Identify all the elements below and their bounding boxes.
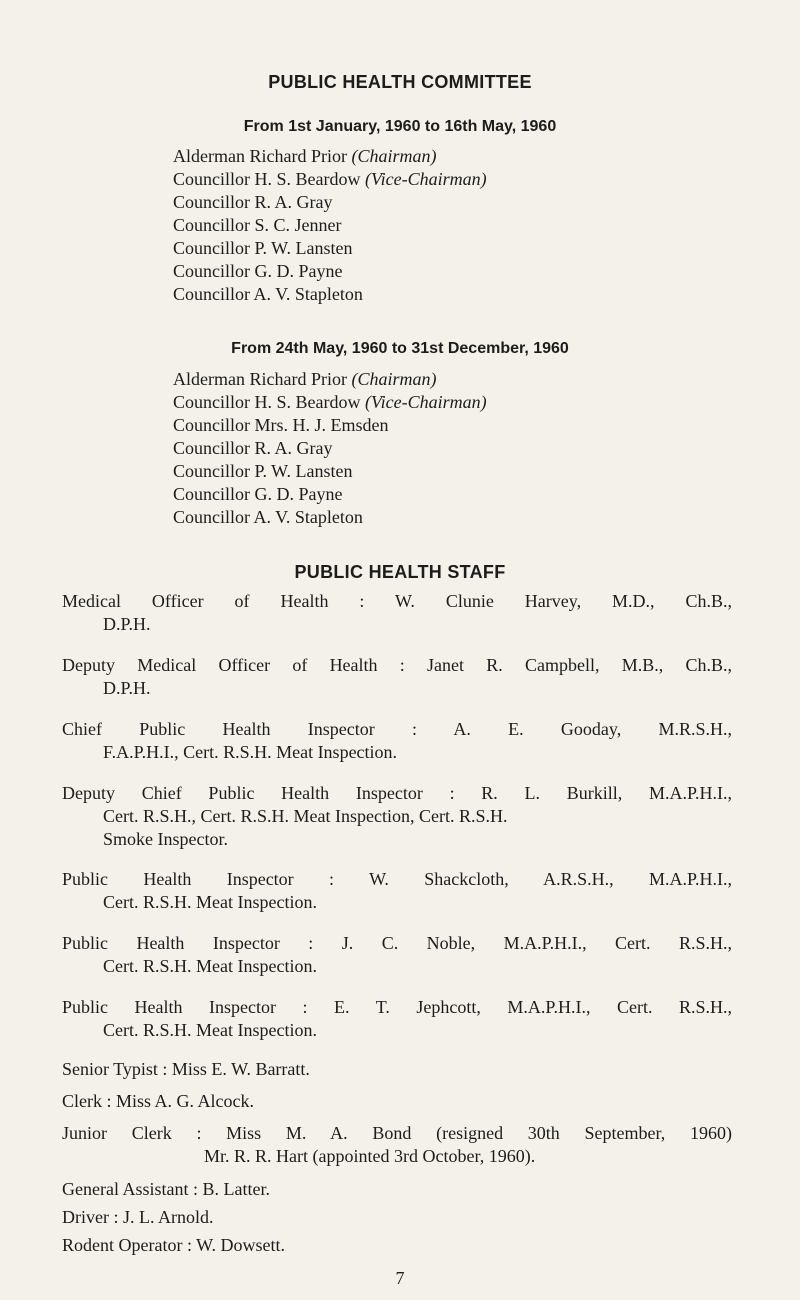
staff-heading: PUBLIC HEALTH STAFF	[294, 562, 506, 582]
member-row: Councillor G. D. Payne	[173, 261, 343, 281]
staff-entry: Chief Public Health Inspector : A. E. Gooday, M.R.S.H., F.A.P.H.I., Cert. R.S.H. Meat Inspection.	[62, 719, 732, 762]
staff-entry	[62, 1234, 732, 1257]
period1-label: From 1st January, 1960 to 16th May, 1960	[243, 118, 557, 135]
staff-entry	[62, 1206, 732, 1229]
staff-entry: Deputy Medical Officer of Health : Janet R. Campbell, M.B., Ch.B., D.P.H.	[62, 655, 732, 698]
staff-entry: Medical Officer of Health : W. Clunie Harvey, M.D., Ch.B., D.P.H.	[62, 591, 732, 634]
staff-entry: Public Health Inspector : E. T. Jephcott, M.A.P.H.I., Cert. R.S.H., Cert. R.S.H. Meat Inspection.	[62, 997, 732, 1040]
member-row: Councillor A. V. Stapleton	[173, 507, 363, 527]
staff-entry-text: Driver : J. L. Arnold.	[62, 1207, 214, 1227]
member-row: Councillor H. S. Beardow (Vice-Chairman)	[173, 392, 487, 412]
member-row: Councillor R. A. Gray	[173, 192, 333, 212]
member-row: Alderman Richard Prior (Chairman)	[173, 369, 437, 389]
page-number: 7	[395, 1268, 405, 1288]
staff-entry: Senior Typist : Miss E. W. Barratt.	[62, 1059, 310, 1079]
member-row: Alderman Richard Prior (Chairman)	[173, 146, 437, 166]
staff-entry: Public Health Inspector : W. Shackcloth, A.R.S.H., M.A.P.H.I., Cert. R.S.H. Meat Inspection.	[62, 869, 732, 912]
staff-entry: Junior Clerk : Miss M. A. Bond (resigned 30th September, 1960) Mr. R. R. Hart (appointed 3rd October, 1960).	[62, 1123, 732, 1166]
staff-entry: Deputy Chief Public Health Inspector : R. L. Burkill, M.A.P.H.I., Cert. R.S.H., Cert. R.S.H. Meat Inspection, Cert. R.S.H. Smoke Inspector.	[62, 783, 732, 849]
period2-label: From 24th May, 1960 to 31st December, 1960	[231, 340, 569, 357]
staff-entry-text: Rodent Operator : W. Dowsett.	[62, 1235, 285, 1255]
member-row: Councillor Mrs. H. J. Emsden	[173, 415, 389, 435]
member-row: Councillor P. W. Lansten	[173, 238, 353, 258]
staff-entry: Clerk : Miss A. G. Alcock.	[62, 1091, 254, 1111]
member-row: Councillor S. C. Jenner	[173, 215, 342, 235]
member-row: Councillor H. S. Beardow (Vice-Chairman)	[173, 169, 487, 189]
member-row: Councillor A. V. Stapleton	[173, 284, 363, 304]
member-row: Councillor G. D. Payne	[173, 484, 343, 504]
period1-members	[173, 145, 487, 306]
member-row: Councillor P. W. Lansten	[173, 461, 353, 481]
staff-entry	[62, 1178, 732, 1201]
period2-members	[173, 368, 487, 529]
staff-entry: Public Health Inspector : J. C. Noble, M.A.P.H.I., Cert. R.S.H., Cert. R.S.H. Meat Inspection.	[62, 933, 732, 976]
committee-heading: PUBLIC HEALTH COMMITTEE	[268, 72, 532, 92]
staff-entry-text: General Assistant : B. Latter.	[62, 1179, 270, 1199]
member-row: Councillor R. A. Gray	[173, 438, 333, 458]
